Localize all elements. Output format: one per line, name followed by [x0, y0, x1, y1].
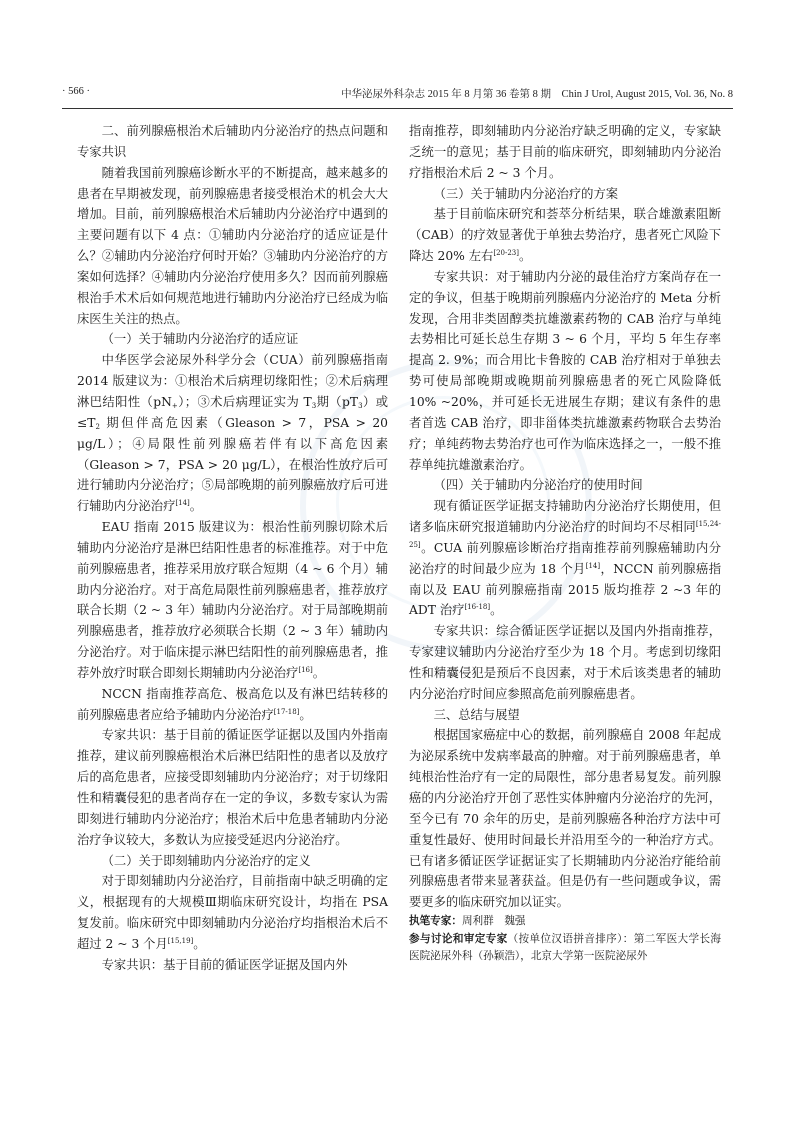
paragraph: 专家共识：基于目前的循证医学证据及国内外	[101, 957, 348, 972]
citation-ref: [15,19]	[167, 936, 194, 945]
citation-ref: [20-23]	[493, 249, 519, 258]
page-number: · 566 ·	[62, 86, 90, 97]
writer-credit: 执笔专家：周利群 魏强	[409, 915, 526, 928]
paragraph: 基于目前临床研究和荟萃分析结果，联合雄激素阻断（CAB）的疗效显著优于单独去势治疗，患者死亡风险下降达 20% 左右[20-23]。	[409, 207, 721, 264]
paragraph: 根据国家癌症中心的数据，前列腺癌自 2008 年起成为泌尿系统中发病率最高的肿瘤。对于前列腺癌患者，单纯根治性治疗有一定的局限性，部分患者易复发。前列腺癌的内分泌治疗开创了恶性实体肿瘤内分泌治疗的先河，至今已有 70 余年的历史，是前列腺癌各种治疗方法中可重复性最好、使用时间最长并沿用至今的一种治疗方式。已有诸多循证医学证据证实了长期辅助内分泌治疗能给前列腺癌患者带来显著获益。但是仍有一些问题或争议，需要更多的临床研究加以证实。	[409, 728, 721, 910]
subsection-heading: （二）关于即刻辅助内分泌治疗的定义	[101, 853, 311, 868]
paragraph: 现有循证医学证据支持辅助内分泌治疗长期使用，但诸多临床研究报道辅助内分泌治疗的时间均不尽相同[15,24-25]。CUA 前列腺癌诊断治疗指南推荐前列腺癌辅助内分泌治疗的时间最少应为 18 个月[14]，NCCN 前列腺癌指南以及 EAU 前列腺癌指南 2015 版均推荐 2 ~3 年的 ADT 治疗[16-18]。	[409, 499, 722, 618]
citation-ref: [17-18]	[273, 707, 300, 716]
paragraph: 对于即刻辅助内分泌治疗，目前指南中缺乏明确的定义，根据现有的大规模Ⅲ期临床研究设计，均指在 PSA 复发前。临床研究中即刻辅助内分泌治疗均指根治术后不超过 2 ~ 3 个月[15,19]。	[77, 874, 388, 951]
paragraph: 专家共识：对于辅助内分泌的最佳治疗方案尚存在一定的争议，但基于晚期前列腺癌内分泌治疗的 Meta 分析发现，合用非类固醇类抗雄激素药物的 CAB 治疗与单纯去势相比可延长总生存期 3 ~ 6 个月，平均 5 年生存率提高 2. 9%；而合用比卡鲁胺的 CAB 治疗相对于单独去势可使局部晚期或晚期前列腺癌患者的死亡风险降低 10% ~20%，并可延长无进展生存期；建议有条件的患者首选 CAB 治疗，即非甾体类抗雄激素药物联合去势治疗；单纯药物去势治疗也可作为临床选择之一，一般不推荐单纯抗雄激素治疗。	[409, 269, 721, 472]
subsection-heading: （一）关于辅助内分泌治疗的适应证	[101, 332, 299, 347]
citation-ref: [14]	[175, 499, 190, 508]
paragraph: 中华医学会泌尿外科学分会（CUA）前列腺癌指南 2014 版建议为：①根治术后病理切缘阳性；②术后病理淋巴结阳性$(pN_+)$；③术后病理证实为 $T_3$期$(pT_3)$或$\le T_2$ 期但伴高危因素（Gleason > 7，PSA > 20 μg/L）；④局限性前列腺癌若伴有以下高危因素（Gleason > 7，PSA > 20 μg/L），在根治性放疗后可进行辅助内分泌治疗；⑤局部晚期的前列腺癌放疗后可进行辅助内分泌治疗[14]。	[77, 353, 388, 514]
citation-ref: [16]	[298, 665, 313, 674]
running-header	[62, 86, 733, 104]
paragraph: NCCN 指南推荐高危、极高危以及有淋巴结转移的前列腺癌患者应给予辅助内分泌治疗[17-18]。	[77, 686, 388, 722]
paragraph: EAU 指南 2015 版建议为：根治性前列腺切除术后辅助内分泌治疗是淋巴结阳性患者的标准推荐。对于中危前列腺癌患者，推荐采用放疗联合短期（4 ~ 6 个月）辅助内分泌治疗。对于高危局限性前列腺癌患者，推荐放疗联合长期（2 ~ 3 年）辅助内分泌治疗。对于局部晚期前列腺癌患者，推荐放疗必须联合长期（2 ~ 3 年）辅助内分泌治疗。对于临床提示淋巴结阳性的前列腺癌患者，推荐外放疗时联合即刻长期辅助内分泌治疗[16]。	[77, 520, 388, 680]
header-rule	[62, 108, 733, 109]
subsection-heading: （三）关于辅助内分泌治疗的方案	[433, 186, 619, 201]
paragraph: 专家共识：综合循证医学证据以及国内外指南推荐，专家建议辅助内分泌治疗至少为 18 个月。考虑到切缘阳性和精囊侵犯是预后不良因素，对于术后该类患者的辅助内分泌治疗时间应参照高危前列腺癌患者。	[409, 624, 721, 701]
paragraph: 指南推荐，即刻辅助内分泌治疗缺乏明确的定义，专家缺乏统一的意见；基于目前的临床研究，即刻辅助内分泌治疗指根治术后 2 ~ 3 个月。	[409, 124, 721, 180]
subsection-heading: （四）关于辅助内分泌治疗的使用时间	[433, 478, 643, 493]
citation-ref: [16-18]	[464, 603, 491, 612]
paragraph: 随着我国前列腺癌诊断水平的不断提高，越来越多的患者在早期被发现，前列腺癌患者接受根治术的机会大大增加。目前，前列腺癌根治术后辅助内分泌治疗中遇到的主要问题有以下 4 点：①辅助内分泌治疗的适应证是什么？②辅助内分泌治疗何时开始？③辅助内分泌治疗的方案如何选择？④辅助内分泌治疗使用多久？因而前列腺癌根治手术术后如何规范地进行辅助内分泌治疗已经成为临床医生关注的热点。	[77, 165, 388, 326]
paragraph: 专家共识：基于目前的循证医学证据以及国内外指南推荐，建议前列腺癌根治术后淋巴结阳性的患者以及放疗后的高危患者，应接受即刻辅助内分泌治疗；对于切缘阳性和精囊侵犯的患者尚存在一定的争议，多数专家认为需即刻进行辅助内分泌治疗；根治术后中危患者辅助内分泌治疗争议较大，多数认为应接受延迟内分泌治疗。	[77, 728, 388, 847]
section-heading: 二、前列腺癌根治术后辅助内分泌治疗的热点问题和专家共识	[77, 124, 388, 159]
right-column	[409, 121, 721, 966]
journal-citation: 中华泌尿外科杂志 2015 年 8 月第 36 卷第 8 期 Chin J Urol, August 2015, Vol. 36, No. 8	[341, 89, 733, 100]
left-column	[77, 121, 388, 976]
section-heading: 三、总结与展望	[433, 707, 520, 722]
citation-ref: [15,24-25]	[409, 520, 721, 549]
reviewer-credit: 参与讨论和审定专家（按单位汉语拼音排序）：第二军医大学长海医院泌尿外科（孙颖浩），北京大学第一医院泌尿外	[409, 932, 722, 963]
citation-ref: [14]	[585, 561, 601, 570]
